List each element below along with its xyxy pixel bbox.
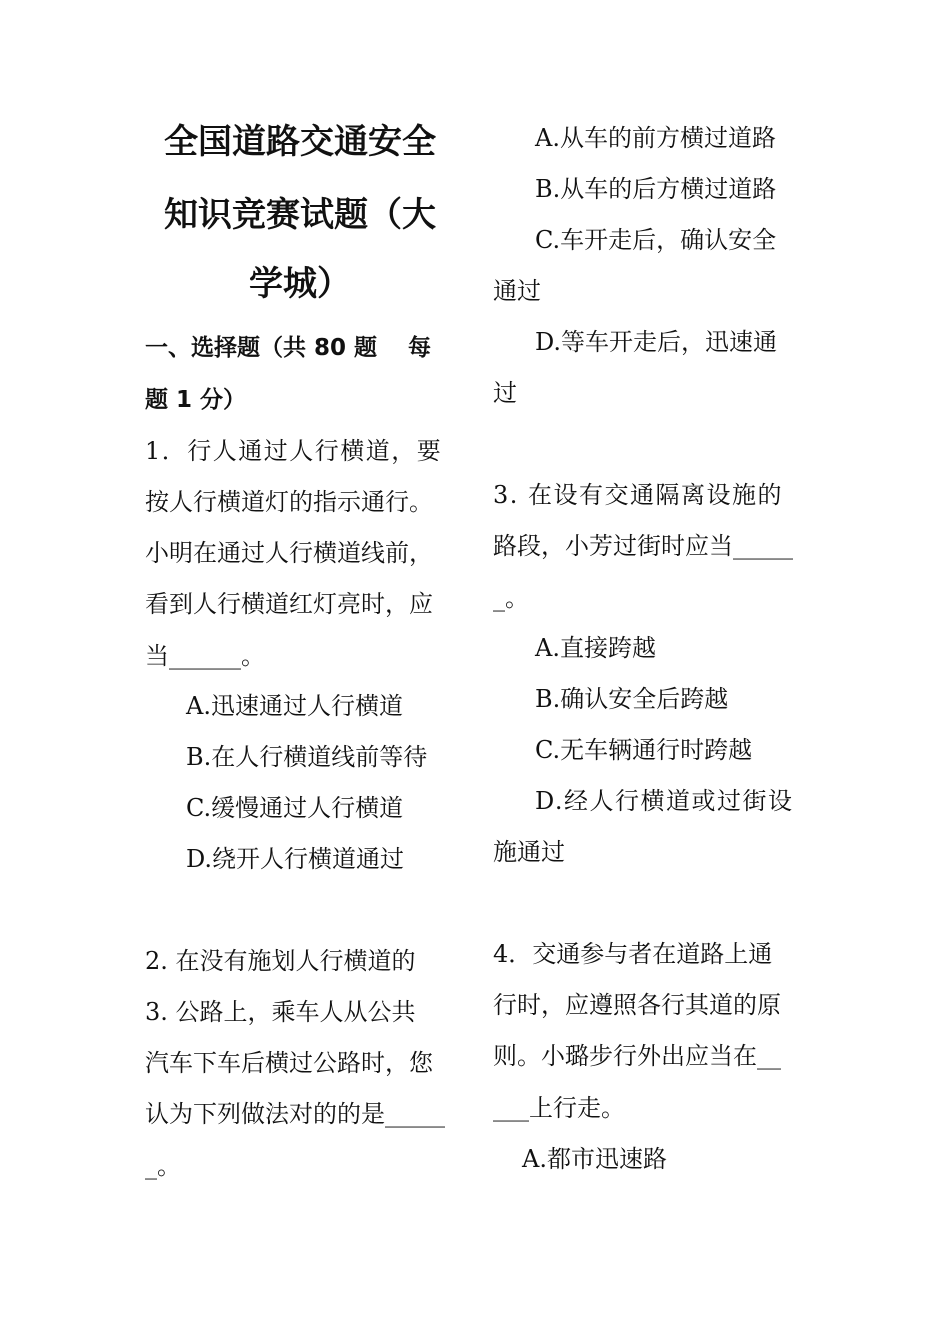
question-1-text-line-2: 按人行横道灯的指示通行。 — [145, 488, 433, 516]
question-3-option-c: C.无车辆通行时跨越 — [535, 736, 753, 764]
question-3-text-line-2: 路段，小芳过街时应当_____ — [493, 532, 793, 560]
question-2-option-c-line-1: C.车开走后，确认安全 — [535, 226, 777, 254]
question-3-option-a: A.直接跨越 — [535, 634, 656, 662]
question-2-text-line-1: 2. 在没有施划人行横道的 — [145, 947, 416, 975]
question-3-option-b: B.确认安全后跨越 — [535, 685, 729, 713]
page-title-line-1: 全国道路交通安全 — [164, 122, 436, 162]
question-3-option-d-line-2: 施通过 — [493, 838, 565, 866]
question-3-text-line-3: _。 — [493, 584, 529, 612]
question-3-option-d-line-1: D.经人行横道或过街设 — [535, 787, 794, 815]
question-2-text-line-3: 汽车下车后横过公路时，您 — [145, 1049, 433, 1077]
question-1-text-line-1: 1．行人通过人行横道，要 — [145, 437, 443, 465]
question-1-option-a: A.迅速通过人行横道 — [186, 692, 403, 720]
question-4-option-a: A.都市迅速路 — [522, 1145, 667, 1173]
section-heading-line-2: 题 1 分） — [145, 387, 247, 413]
question-1-text-line-3: 小明在通过人行横道线前， — [145, 539, 433, 567]
question-2-option-d-line-1: D.等车开走后，迅速通 — [535, 328, 778, 356]
page-title-line-3: 学城） — [249, 264, 351, 304]
question-4-text-line-2: 行时，应遵照各行其道的原 — [493, 991, 781, 1019]
question-2-option-d-line-2: 过 — [493, 379, 517, 407]
question-2-text-line-5: _。 — [145, 1152, 181, 1180]
question-3-text-line-1: 3. 在设有交通隔离设施的 — [493, 481, 784, 509]
question-4-text-line-3: 则。小璐步行外出应当在__ — [493, 1042, 781, 1070]
question-4-text-line-4: ___上行走。 — [493, 1094, 625, 1122]
question-4-text-line-1: 4．交通参与者在道路上通 — [493, 940, 773, 968]
question-2-option-c-line-2: 通过 — [493, 277, 541, 305]
question-2-text-line-4: 认为下列做法对的的是_____ — [145, 1100, 445, 1128]
section-heading-line-1: 一、选择题（共 80 题 每 — [145, 335, 432, 361]
question-1-text-line-4: 看到人行横道红灯亮时，应 — [145, 590, 433, 618]
question-1-option-b: B.在人行横道线前等待 — [186, 743, 428, 771]
question-2-text-line-2: 3. 公路上，乘车人从公共 — [145, 998, 416, 1026]
question-2-option-a: A.从车的前方横过道路 — [535, 124, 776, 152]
question-1-option-d: D.绕开人行横道通过 — [186, 845, 405, 873]
question-1-option-c: C.缓慢通过人行横道 — [186, 794, 404, 822]
question-1-text-line-5: 当______。 — [145, 642, 265, 670]
question-2-option-b: B.从车的后方横过道路 — [535, 175, 777, 203]
page-title-line-2: 知识竞赛试题（大 — [164, 195, 436, 235]
